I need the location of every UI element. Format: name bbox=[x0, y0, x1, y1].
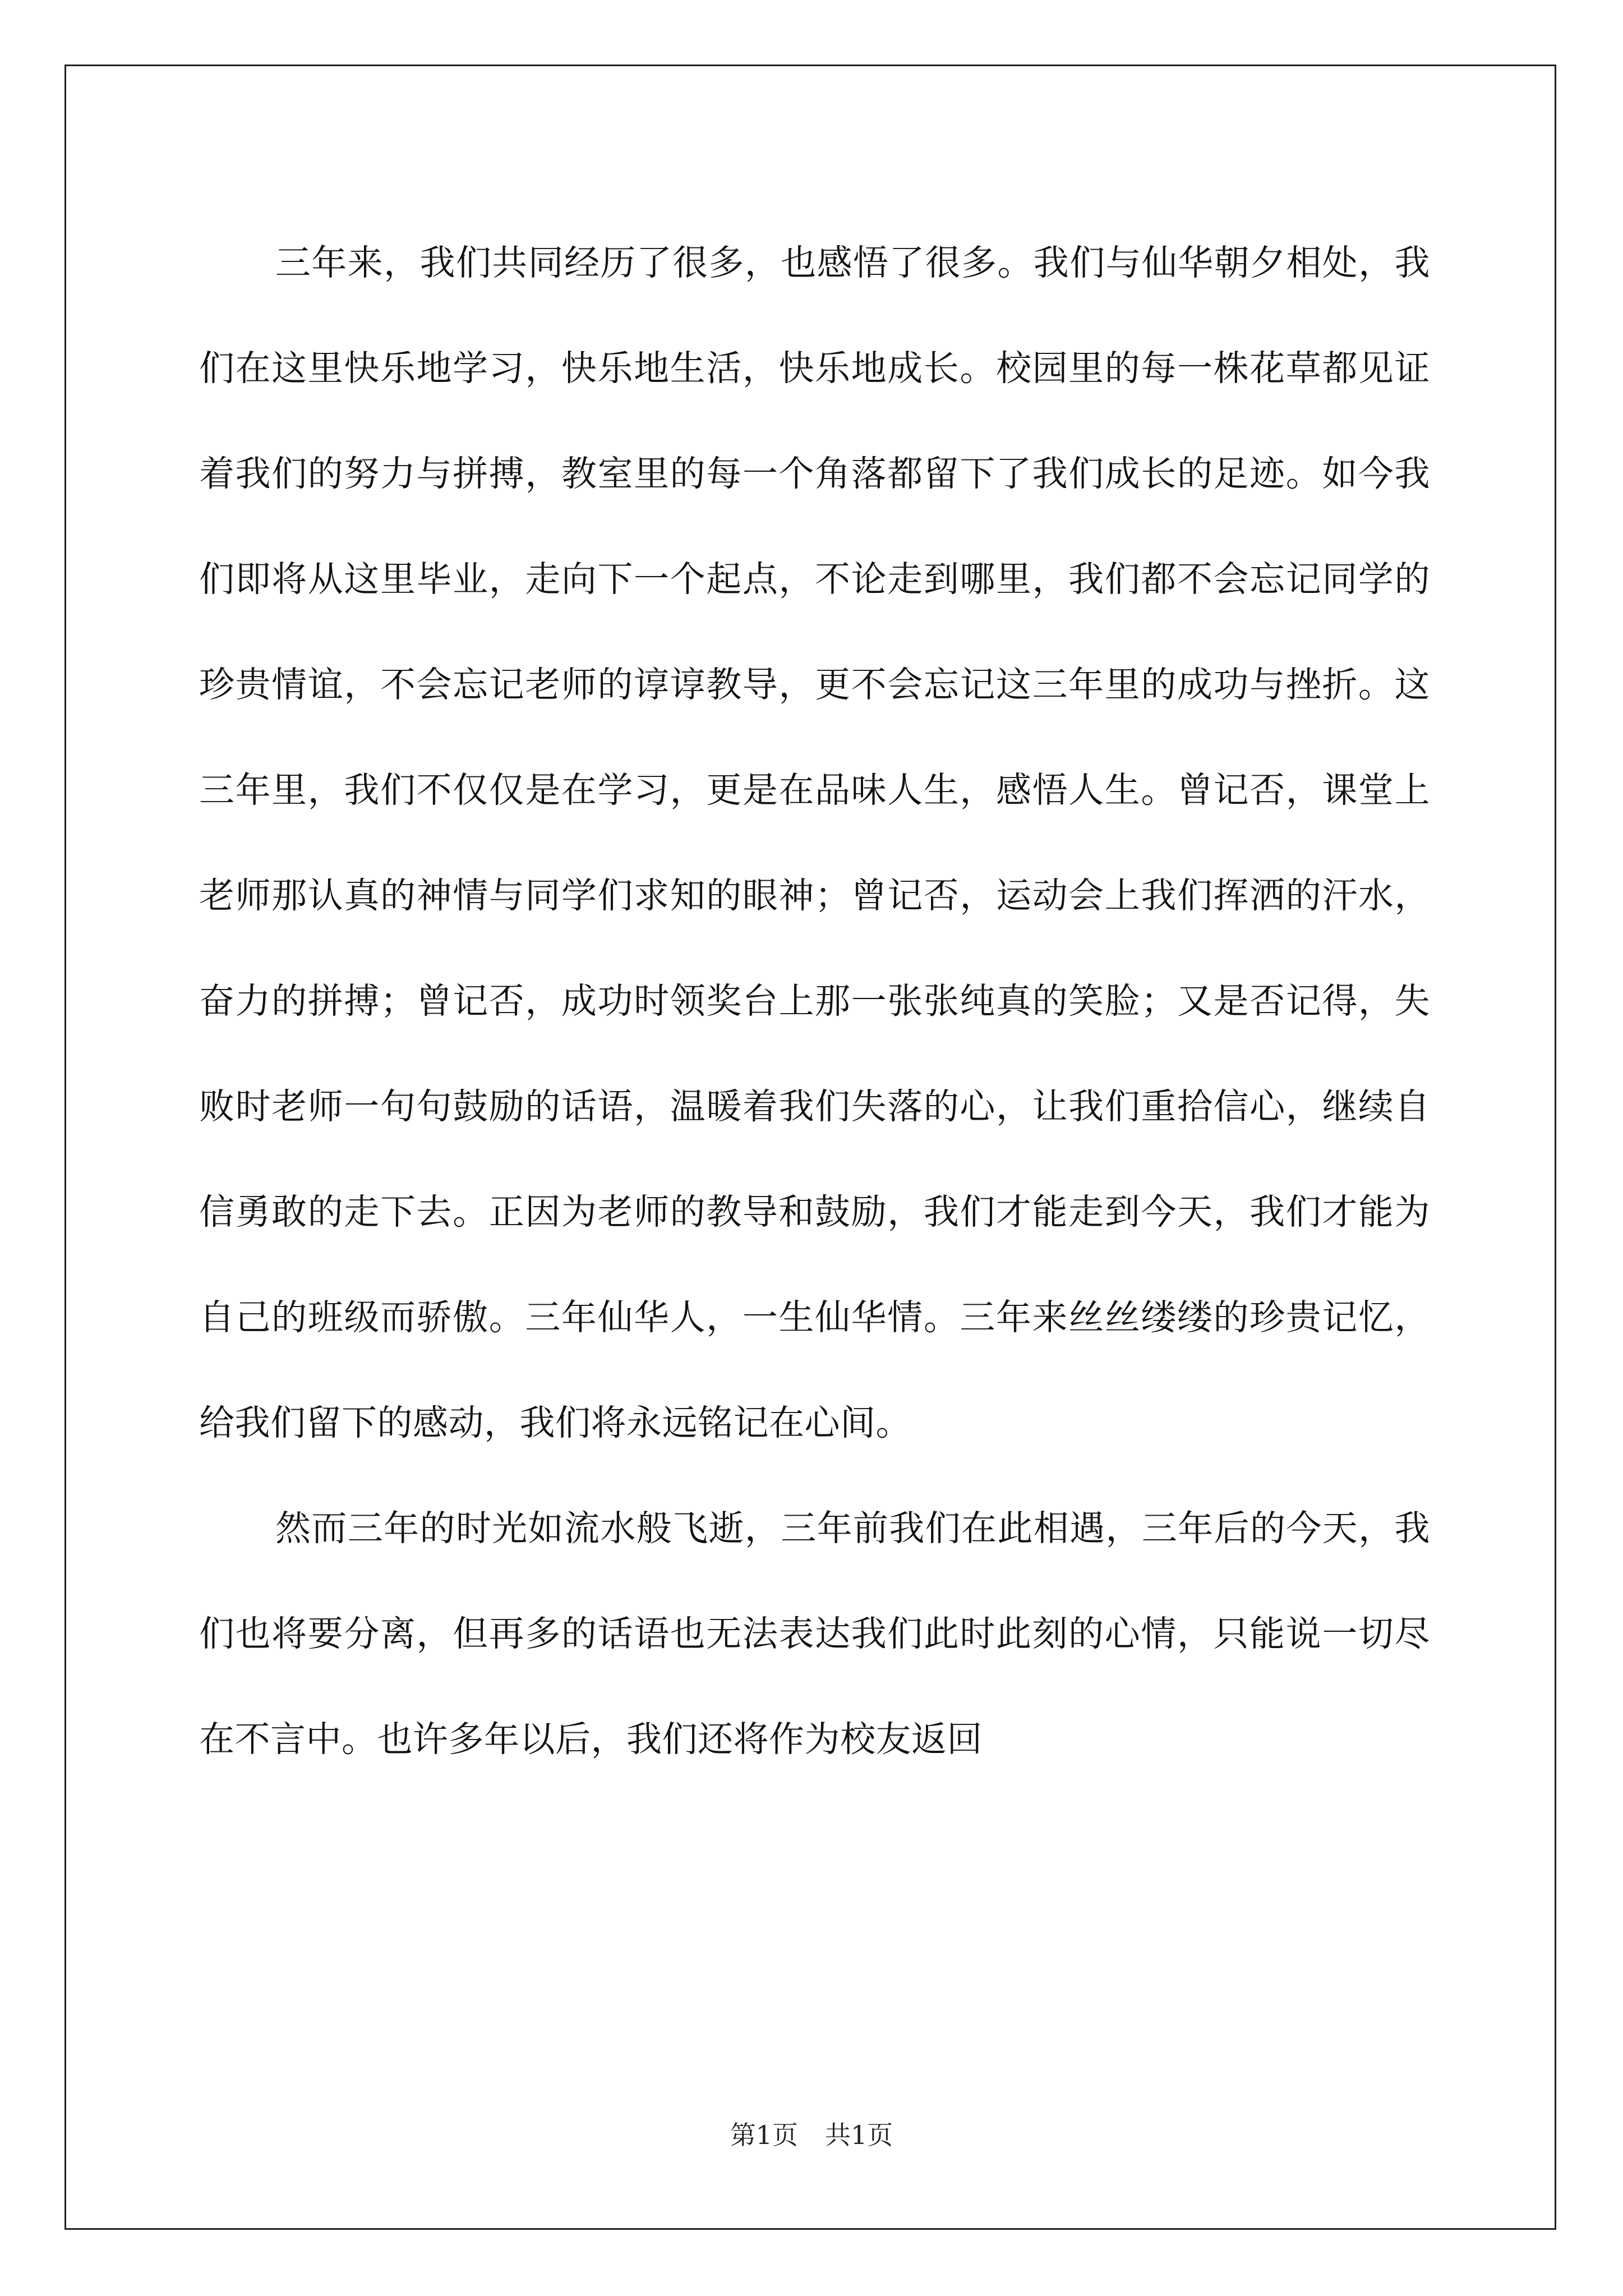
paragraph-1: 三年来，我们共同经历了很多，也感悟了很多。我们与仙华朝夕相处，我们在这里快乐地学习，快乐地生活，快乐地成长。校园里的每一株花草都见证着我们的努力与拼搏，教室里的每一个角落都留下了我们成长的足迹。如今我们即将从这里毕业，走向下一个起点，不论走到哪里，我们都不会忘记同学的珍贵情谊，不会忘记老师的谆谆教导，更不会忘记这三年里的成功与挫折。这三年里，我们不仅仅是在学习，更是在品味人生，感悟人生。曾记否，课堂上老师那认真的神情与同学们求知的眼神；曾记否，运动会上我们挥洒的汗水，奋力的拼搏；曾记否，成功时领奖台上那一张张纯真的笑脸；又是否记得，失败时老师一句句鼓励的话语，温暖着我们失落的心，让我们重拾信心，继续自信勇敢的走下去。正因为老师的教导和鼓励，我们才能走到今天，我们才能为自己的班级而骄傲。三年仙华人，一生仙华情。三年来丝丝缕缕的珍贵记忆，给我们留下的感动，我们将永远铭记在心间。 bbox=[199, 242, 1430, 1443]
page-total: 共1页 bbox=[825, 2120, 893, 2150]
paragraph-2: 然而三年的时光如流水般飞逝，三年前我们在此相遇，三年后的今天，我们也将要分离，但再多的话语也无法表达我们此时此刻的心情，只能说一切尽在不言中。也许多年以后，我们还将作为校友返回 bbox=[199, 1508, 1430, 1760]
page-footer bbox=[0, 2118, 1623, 2152]
document-body bbox=[199, 210, 1430, 1792]
page-number: 第1页 bbox=[730, 2120, 798, 2150]
